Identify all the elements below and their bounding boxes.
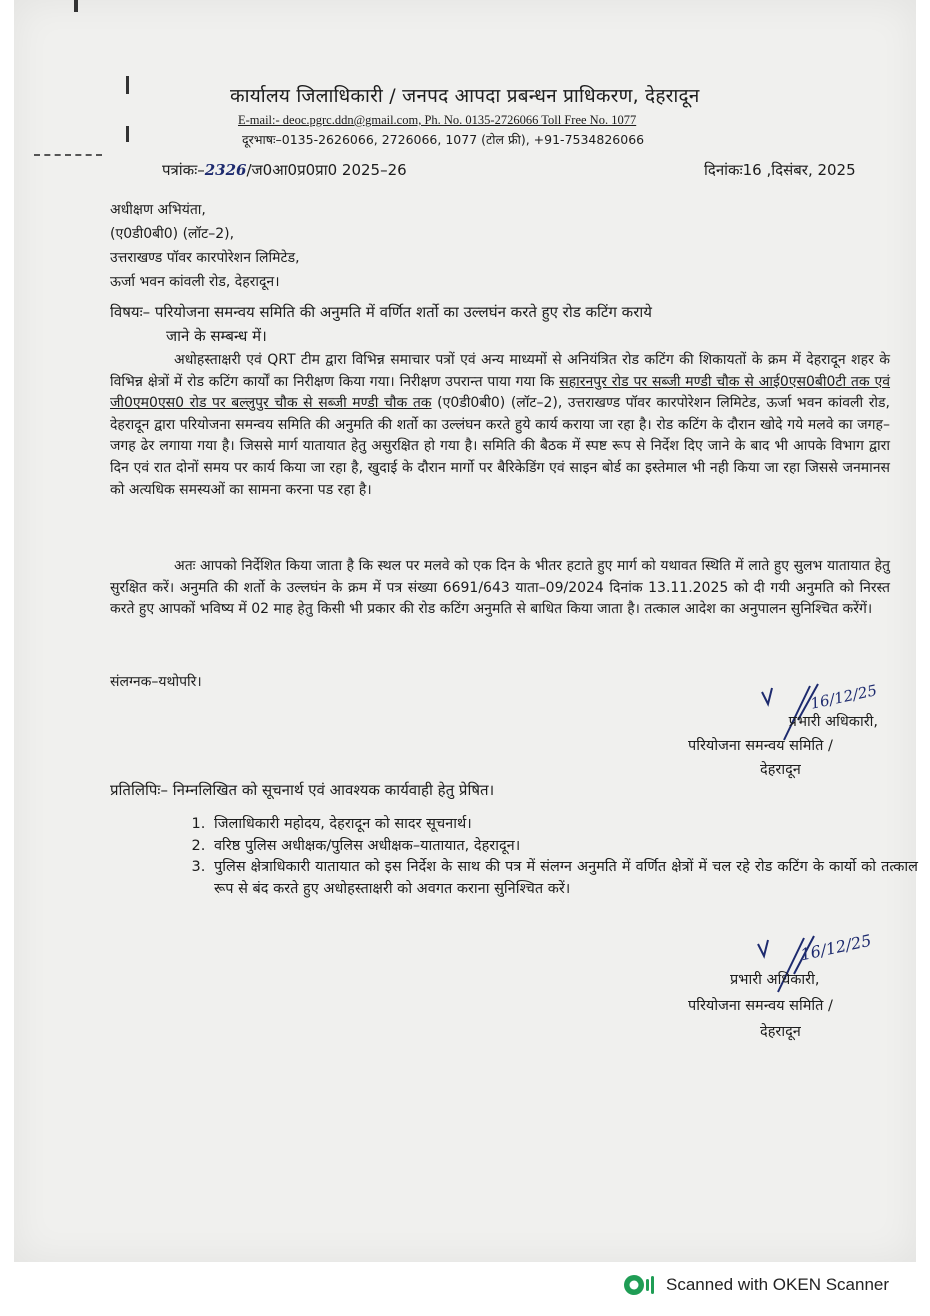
body-paragraph-1 <box>110 350 890 501</box>
list-item: 2. वरिष्ठ पुलिस अधीक्षक/पुलिस अधीक्षक–यातायात, देहरादून। <box>210 836 918 858</box>
date-line <box>704 160 856 180</box>
subject-line-2: जाने के सम्बन्ध में। <box>166 327 267 345</box>
signature-block-2 <box>688 734 833 758</box>
reference-suffix: /ज0आ0प्र0प्रा0 2025–26 <box>246 161 407 179</box>
list-item: 1. जिलाधिकारी महोदय, देहरादून को सादर सूचनार्थ। <box>210 814 918 836</box>
punch-mark <box>74 0 78 12</box>
enclosure-note: संलग्नक–यथोपरि। <box>110 674 202 690</box>
reference-line <box>162 160 407 180</box>
divider <box>34 154 102 156</box>
punch-mark <box>126 126 129 142</box>
signatory-title: प्रभारी अधिकारी, <box>730 972 820 988</box>
copy-to-title: प्रतिलिपिः– निम्नलिखित को सूचनार्थ एवं आवश्यक कार्यवाही हेतु प्रेषित। <box>110 781 495 799</box>
date-value: 16 ,दिसंबर, 2025 <box>742 161 856 179</box>
addressee-line: ऊर्जा भवन कांवली रोड, देहरादून। <box>110 274 280 290</box>
signature-block-2 <box>688 994 833 1018</box>
body-paragraph-2: अतः आपको निर्देशित किया जाता है कि स्थल पर मलवे को एक दिन के भीतर हटाते हुए मार्ग को यथावत स्थिति में लाते हुए सुलभ यातायात हेतु सुरक्षित करें। अनुमति की शर्तो के उल्लघंन के क्रम में पत्र संख्या 6691/643 याता–09/2024 दिनांक 13.11.2025 को दी गयी अनुमति को निरस्त करते हुए आपकों भविष्य में 02 माह हेतु किसी भी प्रकार की रोड कटिंग अनुमति से बाधित किया जाता है। तत्काल आदेश का अनुपालन सुनिश्चित करेंगें। <box>110 558 890 618</box>
list-item: 3. पुलिस क्षेत्राधिकारी यातायात को इस निर्देश के साथ की पत्र में संलग्न अनुमति में वर्णित क्षेत्रों में चल रहे रोड कटिंग के कार्यो को तत्काल रूप से बंद करते हुए अधोहस्ताक्षरी को अवगत कराना सुनिश्चित करें। <box>210 857 918 900</box>
signatory-committee: परियोजना समन्वय समिति / <box>688 998 833 1014</box>
signatory-place: देहरादून <box>760 762 801 778</box>
signature-block-3 <box>760 758 801 782</box>
signatory-committee: परियोजना समन्वय समिति / <box>688 738 833 754</box>
office-title: कार्यालय जिलाधिकारी / जनपद आपदा प्रबन्धन प्राधिकरण, देहरादून <box>230 85 700 107</box>
email-line: E-mail:- deoc.pgrc.ddn@gmail.com, Ph. No. 0135-2726066 Toll Free No. 1077 <box>238 113 637 127</box>
signature-date: 16/12/25 <box>808 681 879 713</box>
oken-scanner-icon <box>622 1272 656 1298</box>
signature-block <box>730 968 819 992</box>
scanner-text: Scanned with OKEN Scanner <box>666 1275 890 1294</box>
scanner-watermark <box>622 1272 889 1298</box>
reference-number: 2326 <box>204 161 247 179</box>
addressee-line: (ए0डी0बी0) (लॉट–2), <box>110 226 235 242</box>
underlined-text: सहारनपुर रोड पर सब्जी मण्डी चौक से आई0एस0बी0टी तक एवं जी0एम0एस0 रोड पर बल्लुपुर चौक से सब्जी मण्डी चौक तक <box>110 373 891 412</box>
subject-line: विषयः– परियोजना समन्वय समिति की अनुमति में वर्णित शर्तो का उल्लघंन करते हुए रोड कटिंग कराये <box>110 303 652 321</box>
signatory-title: प्रभारी अधिकारी, <box>788 714 878 730</box>
punch-mark <box>126 76 129 94</box>
date-label: दिनांकः <box>704 161 743 179</box>
signature-date: 16/12/25 <box>798 930 874 965</box>
signature-block-3 <box>760 1020 801 1044</box>
signature-block <box>730 710 878 734</box>
phone-line: दूरभाषः–0135-2626066, 2726066, 1077 (टोल फ्री), +91-7534826066 <box>242 132 645 147</box>
addressee-line: अधीक्षण अभियंता, <box>110 202 206 218</box>
scanned-page <box>14 0 916 1262</box>
signatory-place: देहरादून <box>760 1024 801 1040</box>
copy-to-list <box>182 814 918 900</box>
reference-label: पत्रांकः– <box>162 161 205 179</box>
body-text: (ए0डी0बी0) (लॉट–2), उत्तराखण्ड पॉवर कारपोरेशन लिमिटेड, ऊर्जा भवन कांवली रोड, देहरादून द्वारा परियोजना समन्वय समिति की अनुमति की शर्तो का उल्लंघन करते हुये कार्य कराया जा रहा है। रोड कटिंग के दौरान खोदे गये मलवे का जगह–जगह ढेर लगाया गया है। जिससे मार्ग यातायात हेतु असुरक्षित हो गया है। समिति की बैठक में स्पष्ट रूप से निर्देश दिए जाने के बाद भी आपके विभाग द्वारा दिन एवं रात दोनों समय पर कार्य किया जा रहा है, खुदाई के दौरान मार्गो पर बैरिकेडिंग एवं साइन बोर्ड का इस्तेमाल भी नही किया जा रहा जिससे जनमानस को अत्यधिक समस्यओं का सामना करना पड रहा है। <box>110 395 890 498</box>
body-text: अधोहस्ताक्षरी एवं QRT टीम द्वारा विभिन्न समाचार पत्रों एवं अन्य माध्यमों से अनियंत्रित रोड कटिंग की शिकायतों के क्रम में देहरादून शहर के विभिन्न क्षेत्रों में रोड कटिंग कार्यों का निरीक्षण किया गया। निरीक्षण उपरान्त पाया गया कि <box>110 352 890 390</box>
addressee-line: उत्तराखण्ड पॉवर कारपोरेशन लिमिटेड, <box>110 250 300 266</box>
